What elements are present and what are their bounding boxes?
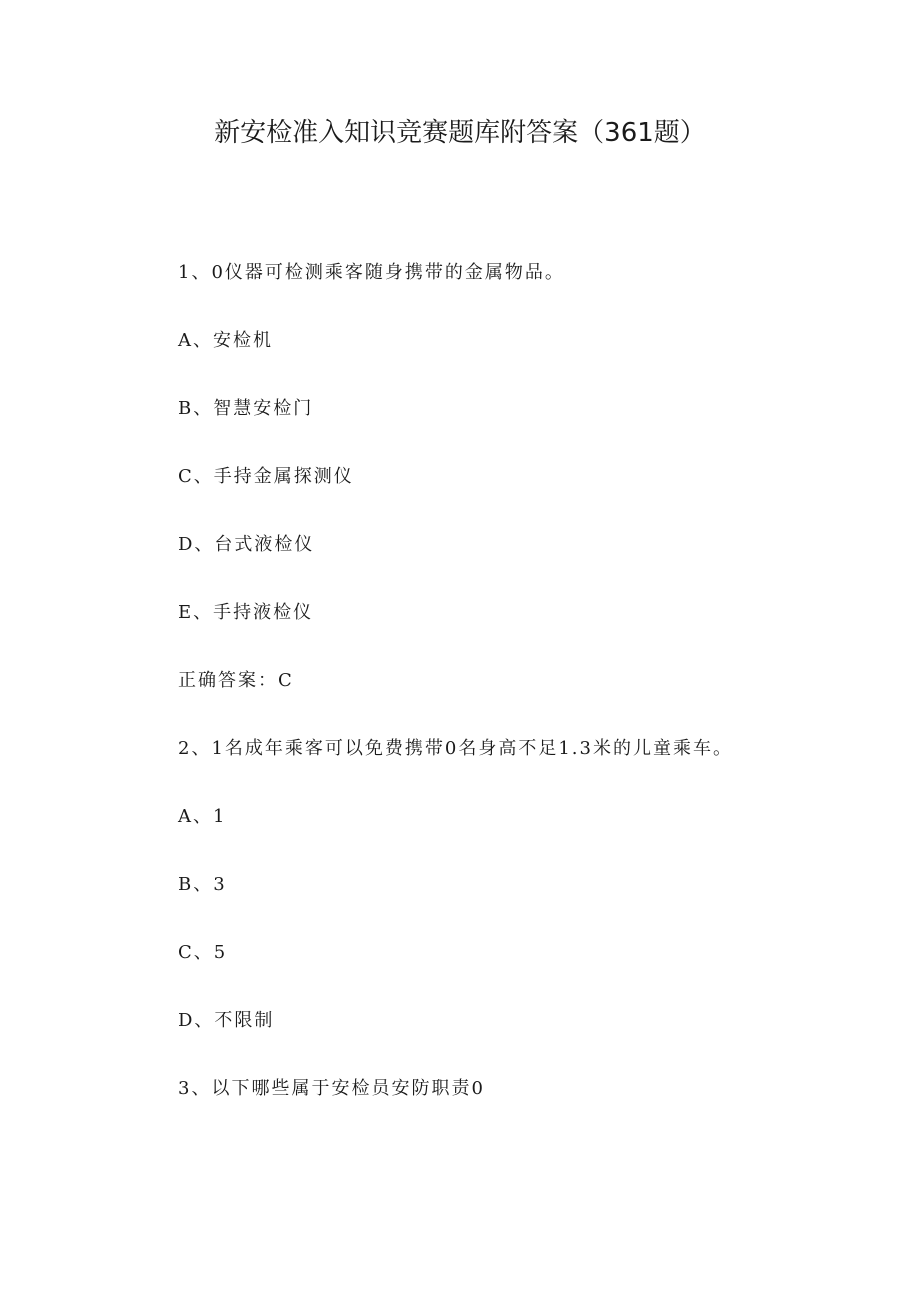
question-2-text: 2、1名成年乘客可以免费携带0名身高不足1.3米的儿童乘车。: [178, 738, 733, 759]
question-1-option-d: D、台式液检仪: [178, 534, 315, 555]
question-2-option-a: A、1: [178, 806, 227, 827]
question-1-option-e: E、手持液检仪: [178, 602, 314, 623]
question-2-option-b: B、3: [178, 874, 227, 895]
question-1-option-a: A、安检机: [178, 330, 273, 351]
question-1-answer: 正确答案：C: [178, 670, 294, 691]
question-1-option-c: C、手持金属探测仪: [178, 466, 354, 487]
question-2-option-c: C、5: [178, 942, 228, 963]
question-1-text: 1、0仪器可检测乘客随身携带的金属物品。: [178, 262, 565, 283]
question-3-text: 3、以下哪些属于安检员安防职责0: [178, 1078, 485, 1099]
question-2-option-d: D、不限制: [178, 1010, 275, 1031]
page-title: 新安检准入知识竞赛题库附答案（361题）: [214, 118, 706, 148]
question-1-option-b: B、智慧安检门: [178, 398, 314, 419]
